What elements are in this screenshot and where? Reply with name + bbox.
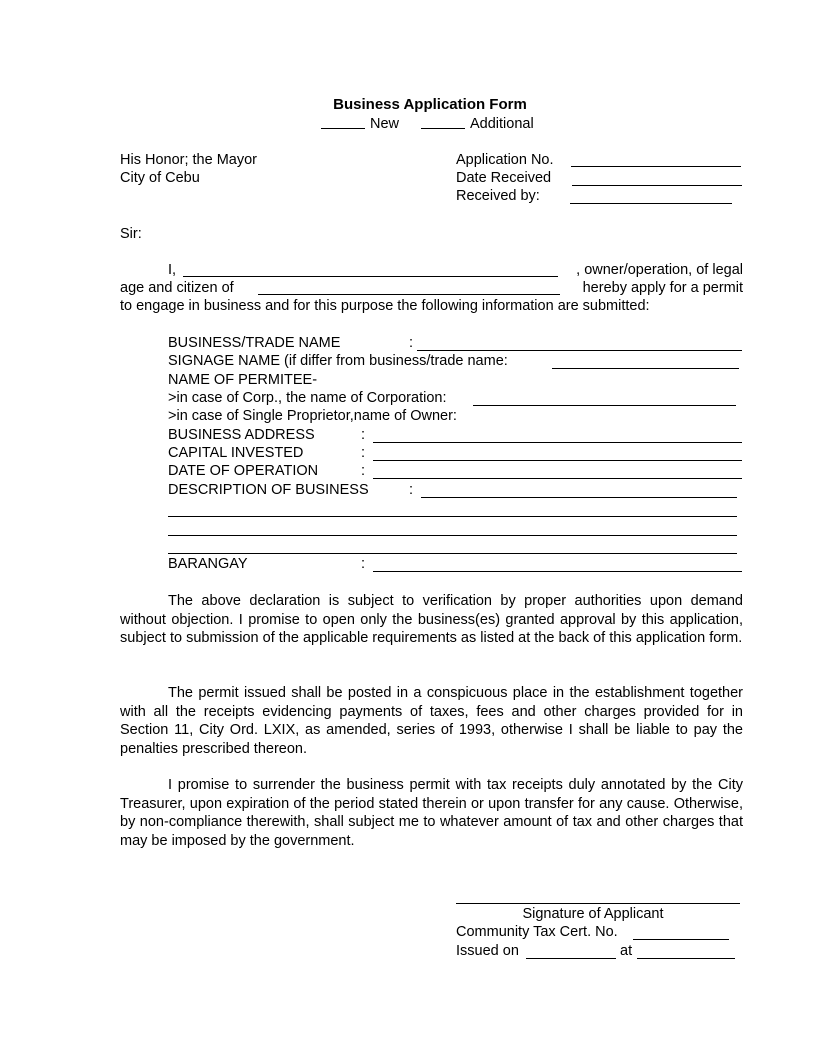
new-option-label: New <box>370 116 400 132</box>
intro-owner: , owner/operation, of legal <box>576 262 743 278</box>
intro-i: I, <box>168 262 177 278</box>
addressee-line1: His Honor; the Mayor <box>120 152 257 168</box>
intro-line3: to engage in business and for this purpose the following information are submitted: <box>120 298 650 314</box>
description-field[interactable] <box>421 497 737 498</box>
addressee-line2: City of Cebu <box>120 170 200 186</box>
description-line-2[interactable] <box>168 516 737 517</box>
issued-on-field[interactable] <box>526 958 616 959</box>
date-received-label: Date Received <box>456 170 552 186</box>
date-received-field[interactable] <box>572 185 742 186</box>
additional-checkbox-blank[interactable] <box>421 128 465 129</box>
description-colon: : <box>409 482 414 498</box>
trade-name-field[interactable] <box>417 350 742 351</box>
new-checkbox-blank[interactable] <box>321 128 365 129</box>
issued-on-label: Issued on <box>456 943 519 959</box>
signature-label: Signature of Applicant <box>522 906 664 922</box>
citizenship-field[interactable] <box>258 294 560 295</box>
description-line-3[interactable] <box>168 535 737 536</box>
received-by-field[interactable] <box>570 203 732 204</box>
intro-apply: hereby apply for a permit <box>582 280 743 296</box>
ctc-field[interactable] <box>633 939 729 940</box>
description-label: DESCRIPTION OF BUSINESS <box>168 482 369 498</box>
trade-name-colon: : <box>409 335 414 351</box>
signage-label: SIGNAGE NAME (if differ from business/trade name: <box>168 353 508 369</box>
capital-colon: : <box>361 445 366 461</box>
applicant-name-field[interactable] <box>183 276 558 277</box>
additional-option-label: Additional <box>470 116 534 132</box>
date-operation-colon: : <box>361 463 366 479</box>
barangay-colon: : <box>361 556 366 572</box>
date-operation-label: DATE OF OPERATION <box>168 463 319 479</box>
permitee-label: NAME OF PERMITEE- <box>168 372 318 388</box>
barangay-label: BARANGAY <box>168 556 248 572</box>
permit-posting-paragraph: The permit issued shall be posted in a conspicuous place in the establishment together with all the receipts evidencing payments of taxes, fees and other charges provided for in Section 11, City Ord. LXIX, as amended, series of 1993, otherwise I shall be liable to pay the penalties prescribed thereon. <box>120 685 743 757</box>
barangay-field[interactable] <box>373 571 742 572</box>
signature-line[interactable] <box>456 903 740 904</box>
issued-at-label: at <box>620 943 633 959</box>
single-proprietor-label: >in case of Single Proprietor,name of Owner: <box>168 408 457 424</box>
ctc-label: Community Tax Cert. No. <box>456 924 618 940</box>
intro-age: age and citizen of <box>120 280 234 296</box>
address-field[interactable] <box>373 442 742 443</box>
description-line-4[interactable] <box>168 553 737 554</box>
corp-label: >in case of Corp., the name of Corporation: <box>168 390 447 406</box>
capital-field[interactable] <box>373 460 742 461</box>
address-label: BUSINESS ADDRESS <box>168 427 315 443</box>
surrender-paragraph: I promise to surrender the business permit with tax receipts duly annotated by the City Treasurer, upon expiration of the period stated therein or upon transfer for any cause. Otherwise, by non-compliance therewith, shall subject me to whatever amount of tax and other charges that may be imposed by the government. <box>120 777 743 849</box>
date-operation-field[interactable] <box>373 478 742 479</box>
salutation: Sir: <box>120 226 142 242</box>
form-title: Business Application Form <box>333 96 527 113</box>
received-by-label: Received by: <box>456 188 540 204</box>
issued-at-field[interactable] <box>637 958 735 959</box>
corp-field[interactable] <box>473 405 736 406</box>
capital-label: CAPITAL INVESTED <box>168 445 304 461</box>
trade-name-label: BUSINESS/TRADE NAME <box>168 335 341 351</box>
application-no-label: Application No. <box>456 152 554 168</box>
address-colon: : <box>361 427 366 443</box>
application-no-field[interactable] <box>571 166 741 167</box>
declaration-paragraph: The above declaration is subject to verification by proper authorities upon demand without objection. I promise to open only the business(es) granted approval by this application, subject to submission of the applicable requirements as listed at the back of this application form. <box>120 593 743 646</box>
signage-field[interactable] <box>552 368 739 369</box>
